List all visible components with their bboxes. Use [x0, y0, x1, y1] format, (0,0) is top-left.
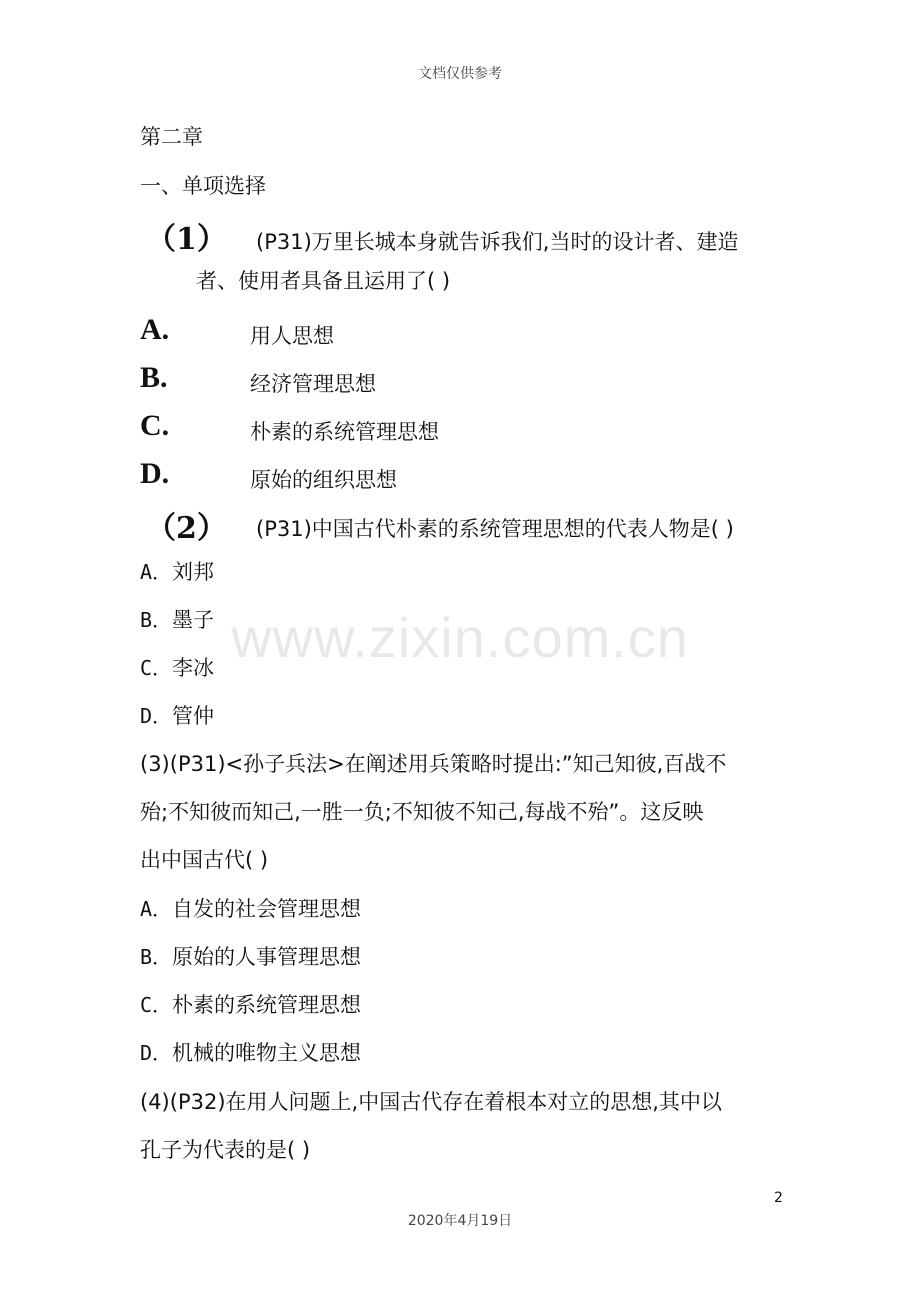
option-text: 机械的唯物主义思想: [172, 1041, 362, 1065]
question-3-line-3: 出中国古代( ): [140, 848, 269, 872]
question-2-number: （2）: [146, 511, 227, 546]
question-2-option-a: [140, 556, 214, 586]
chapter-title: 第二章: [140, 125, 203, 149]
option-letter: A．: [140, 560, 173, 584]
question-3-option-d: [140, 1037, 361, 1067]
option-text: 原始的人事管理思想: [172, 945, 362, 969]
question-1-option-c-text: 朴素的系统管理思想: [250, 420, 439, 444]
question-3-option-a: [140, 893, 361, 923]
question-1-line-2: 者、使用者具备且运用了( ): [196, 269, 451, 293]
question-3-line-1: (3)(P31)<孙子兵法>在阐述用兵策略时提出:”知己知彼,百战不: [140, 752, 727, 776]
question-1-number: （1）: [146, 222, 227, 257]
option-letter: D．: [140, 704, 173, 728]
question-3-line-2: 殆;不知彼而知己,一胜一负;不知彼不知己,每战不殆”。这反映: [140, 800, 704, 824]
option-text: 朴素的系统管理思想: [172, 993, 362, 1017]
option-text: 刘邦: [172, 560, 215, 584]
question-1-option-b-text: 经济管理思想: [250, 372, 376, 396]
option-letter: D．: [140, 1041, 173, 1065]
question-1-option-b-letter: B.: [140, 361, 168, 394]
watermark: www.zixin.com.cn: [231, 606, 689, 669]
question-1-option-a-letter: A.: [140, 313, 170, 346]
page-header: 文档仅供参考: [418, 66, 502, 82]
option-text: 李冰: [172, 656, 215, 680]
option-text: 自发的社会管理思想: [172, 897, 362, 921]
option-letter: C．: [140, 993, 173, 1017]
page-number: 2: [774, 1190, 783, 1206]
option-letter: C．: [140, 656, 173, 680]
question-1-option-a-text: 用人思想: [250, 324, 334, 348]
option-text: 管仲: [172, 704, 215, 728]
question-4-line-1: (4)(P32)在用人问题上,中国古代存在着根本对立的思想,其中以: [140, 1090, 722, 1114]
option-letter: B．: [140, 608, 173, 632]
question-2-text: (P31)中国古代朴素的系统管理思想的代表人物是( ): [256, 517, 734, 541]
option-letter: A．: [140, 897, 173, 921]
question-3-option-c: [140, 989, 361, 1019]
page-footer-date: 2020年4月19日: [407, 1213, 513, 1229]
section-title: 一、单项选择: [140, 174, 266, 198]
question-4-line-2: 孔子为代表的是( ): [140, 1138, 311, 1162]
question-1-line-1: (P31)万里长城本身就告诉我们,当时的设计者、建造: [256, 230, 739, 254]
question-3-option-b: [140, 941, 361, 971]
option-text: 墨子: [172, 608, 215, 632]
question-1-option-c-letter: C.: [140, 409, 170, 442]
option-letter: B．: [140, 945, 173, 969]
question-1-option-d-text: 原始的组织思想: [250, 468, 397, 492]
question-1-option-d-letter: D.: [140, 457, 170, 490]
question-2-option-d: [140, 700, 214, 730]
